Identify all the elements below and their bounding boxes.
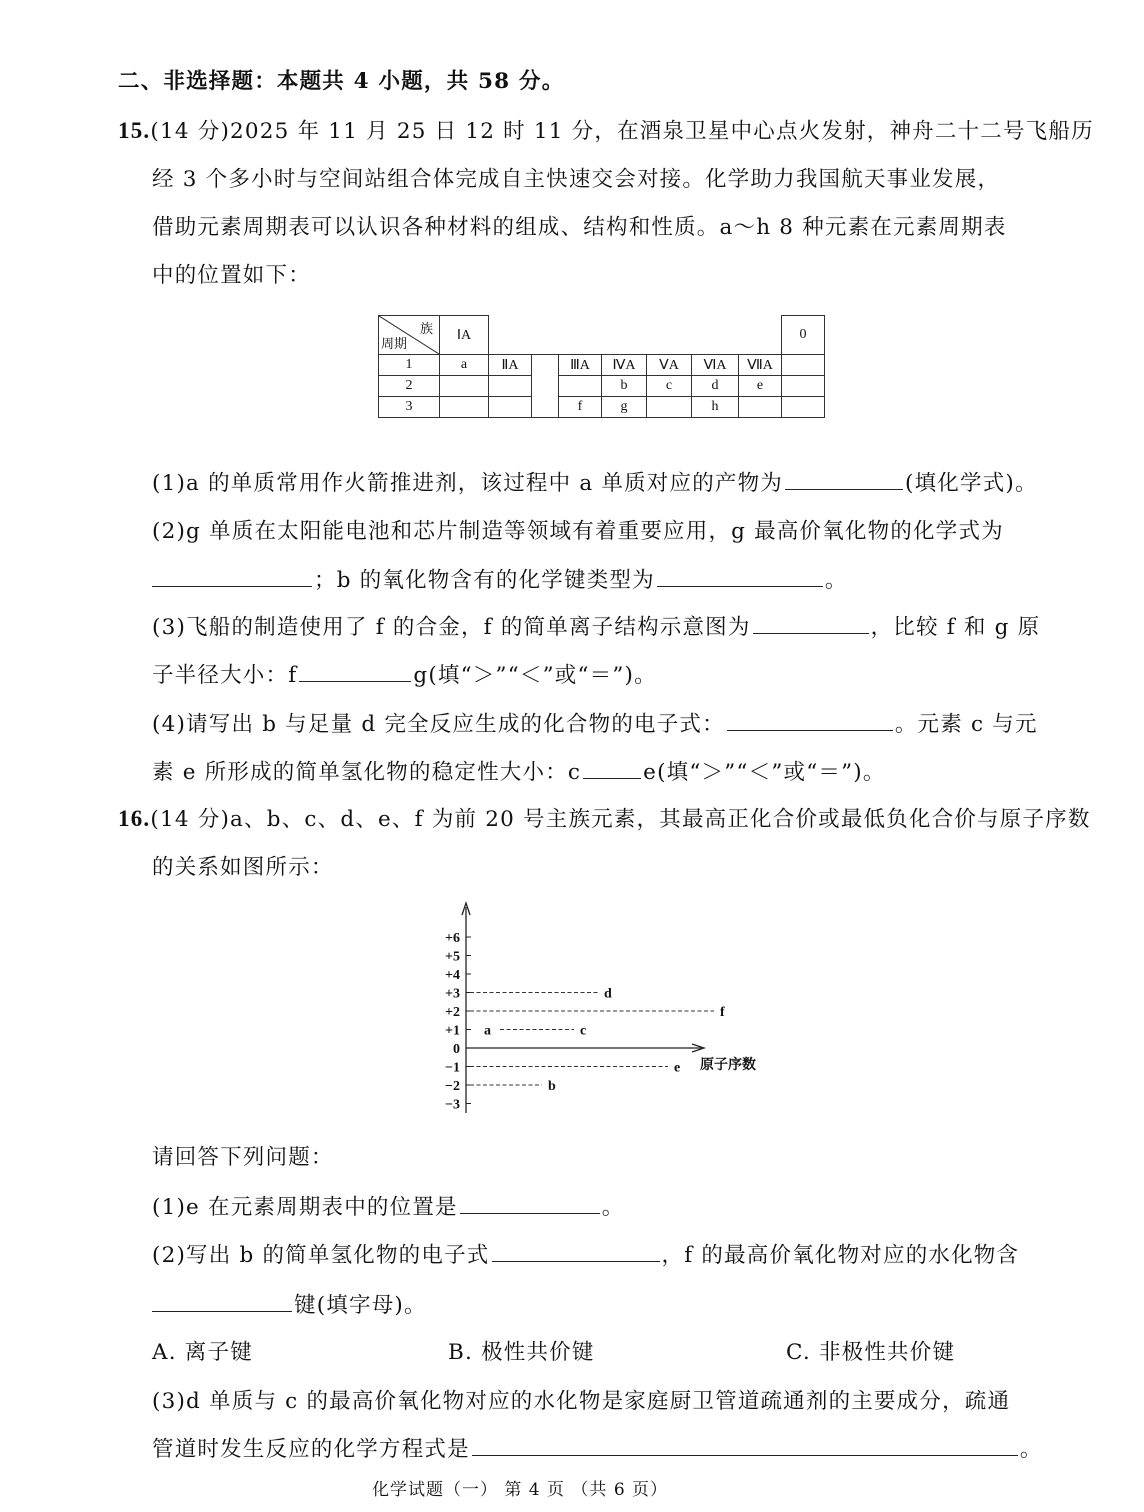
y-tick-label: +5	[445, 949, 460, 965]
q16-line1	[118, 802, 1091, 833]
point-label-d: d	[604, 986, 612, 1002]
cell-d: d	[692, 376, 739, 397]
group-header-3a: ⅢA	[559, 355, 602, 376]
corner-label-period: 周期	[381, 337, 408, 352]
cell-empty	[647, 397, 692, 418]
y-tick-label: +1	[445, 1023, 460, 1039]
answer-blank[interactable]	[472, 1435, 1018, 1456]
q16-part1-end: 。	[601, 1195, 625, 1220]
group-header-0: 0	[782, 316, 825, 355]
q15-line3: 借助元素周期表可以认识各种材料的组成、结构和性质。a～h 8 种元素在元素周期表	[152, 215, 1007, 240]
section-title: 二、非选择题：本题共 4 小题，共 58 分。	[118, 69, 565, 94]
y-tick-label: −2	[445, 1079, 460, 1094]
q15-text-line1: (14 分)2025 年 11 月 25 日 12 时 11 分，在酒泉卫星中心点火发射，神舟二十二号飞船历	[150, 119, 1094, 144]
y-tick-label: +3	[445, 986, 460, 1002]
option-a: A. 离子键	[152, 1340, 253, 1365]
cell-b: b	[602, 376, 647, 397]
x-axis-label: 原子序数	[700, 1058, 756, 1073]
period-3-label: 3	[379, 397, 440, 418]
table-corner-cell	[379, 316, 440, 355]
group-header-1a: ⅠA	[440, 316, 489, 355]
cell-empty	[782, 355, 825, 376]
answer-blank[interactable]	[152, 566, 312, 587]
point-label-c: c	[580, 1023, 587, 1039]
y-tick-label: −3	[445, 1097, 460, 1113]
q15-part3-text3: 子半径大小：f	[152, 663, 298, 688]
answer-blank[interactable]	[299, 661, 411, 682]
q16-part2-line1	[152, 1238, 1019, 1269]
answer-blank[interactable]	[785, 469, 903, 490]
q15-part3-text: (3)飞船的制造使用了 f 的合金，f 的简单离子结构示意图为	[152, 615, 751, 640]
q15-part4-line1	[152, 707, 1038, 738]
q16-prompt: 请回答下列问题：	[152, 1145, 334, 1170]
point-label-a: a	[484, 1023, 491, 1039]
q16-part3-line2	[152, 1432, 1043, 1463]
cell-empty	[489, 397, 532, 418]
cell-empty	[440, 376, 489, 397]
cell-c: c	[647, 376, 692, 397]
answer-blank[interactable]	[657, 566, 823, 587]
y-tick-label: +4	[445, 968, 460, 983]
q15-part4-text2: 。元素 c 与元	[894, 712, 1038, 737]
group-header-7a: ⅦA	[739, 355, 782, 376]
valence-chart	[420, 895, 800, 1125]
q16-part1-text: (1)e 在元素周期表中的位置是	[152, 1195, 458, 1220]
answer-blank[interactable]	[753, 613, 869, 634]
q15-part4-line2	[152, 755, 886, 786]
answer-blank[interactable]	[152, 1291, 292, 1312]
cell-empty	[739, 397, 782, 418]
q16-part2-line2	[152, 1288, 427, 1319]
cell-a: a	[440, 355, 489, 376]
answer-blank[interactable]	[583, 758, 641, 779]
q16-part3-line1: (3)d 单质与 c 的最高价氧化物对应的水化物是家庭厨卫管道疏通剂的主要成分，疏通	[152, 1389, 1011, 1414]
point-label-f: f	[720, 1005, 725, 1020]
q15-part2-text: ；b 的氧化物含有的化学键类型为	[314, 568, 655, 593]
cell-empty	[782, 376, 825, 397]
transition-gap	[532, 355, 559, 418]
q15-part1	[152, 466, 1038, 497]
q15-part3-text2: ，比较 f 和 g 原	[870, 615, 1041, 640]
q15-part4-text3: 素 e 所形成的简单氢化物的稳定性大小：c	[152, 760, 582, 785]
group-header-4a: ⅣA	[602, 355, 647, 376]
header-gap	[489, 316, 782, 355]
q16-part2-text2: ，f 的最高价氧化物对应的水化物含	[661, 1243, 1020, 1268]
q16-part2-text: (2)写出 b 的简单氢化物的电子式	[152, 1243, 490, 1268]
group-header-5a: ⅤA	[647, 355, 692, 376]
answer-blank[interactable]	[460, 1193, 600, 1214]
cell-g: g	[602, 397, 647, 418]
corner-label-group: 族	[419, 322, 433, 337]
cell-empty	[782, 397, 825, 418]
cell-empty	[559, 376, 602, 397]
q15-part2-end: 。	[824, 568, 848, 593]
y-tick-label: 0	[453, 1042, 460, 1057]
q15-line4: 中的位置如下：	[152, 263, 311, 288]
q16-part1	[152, 1190, 624, 1221]
answer-blank[interactable]	[727, 710, 893, 731]
q15-part1-text: (1)a 的单质常用作火箭推进剂，该过程中 a 单质对应的产物为	[152, 471, 783, 496]
q15-part3-line1	[152, 610, 1040, 641]
cell-empty	[489, 376, 532, 397]
cell-f: f	[559, 397, 602, 418]
periodic-table	[378, 315, 825, 418]
q15-part3-hint: g(填“＞”“＜”或“＝”)。	[413, 663, 657, 688]
q16-number: 16.	[118, 806, 151, 831]
answer-blank[interactable]	[492, 1241, 660, 1262]
q15-line1	[118, 114, 1094, 145]
y-tick-label: +6	[445, 931, 460, 946]
q15-part2-line1: (2)g 单质在太阳能电池和芯片制造等领域有着重要应用，g 最高价氧化物的化学式为	[152, 519, 1004, 544]
q15-part4-hint: e(填“＞”“＜”或“＝”)。	[643, 760, 886, 785]
period-1-label: 1	[379, 355, 440, 376]
group-header-2a: ⅡA	[489, 355, 532, 376]
q15-part3-line2	[152, 658, 657, 689]
option-c: C. 非极性共价键	[786, 1340, 956, 1365]
point-label-e: e	[674, 1060, 681, 1076]
q15-number: 15.	[118, 118, 151, 143]
q15-part4-text: (4)请写出 b 与足量 d 完全反应生成的化合物的电子式：	[152, 712, 725, 737]
cell-e: e	[739, 376, 782, 397]
page-footer: 化学试题（一） 第 4 页 （共 6 页）	[372, 1480, 669, 1500]
q15-part1-hint: (填化学式)。	[905, 471, 1038, 496]
point-label-b: b	[548, 1079, 556, 1094]
cell-h: h	[692, 397, 739, 418]
cell-empty	[440, 397, 489, 418]
q15-part2-line2	[152, 563, 848, 594]
q16-part2-hint: 键(填字母)。	[294, 1293, 427, 1318]
y-tick-label: −1	[445, 1060, 460, 1076]
q15-line2: 经 3 个多小时与空间站组合体完成自主快速交会对接。化学助力我国航天事业发展，	[152, 167, 1001, 192]
q16-line2: 的关系如图所示：	[152, 855, 334, 880]
q16-text-line1: (14 分)a、b、c、d、e、f 为前 20 号主族元素，其最高正化合价或最低负化合价与原子序数	[150, 807, 1091, 832]
y-tick-label: +2	[445, 1005, 460, 1020]
option-b: B. 极性共价键	[448, 1340, 595, 1365]
group-header-6a: ⅥA	[692, 355, 739, 376]
q16-part3-text: 管道时发生反应的化学方程式是	[152, 1437, 470, 1462]
period-2-label: 2	[379, 376, 440, 397]
q16-part3-end: 。	[1019, 1437, 1043, 1462]
